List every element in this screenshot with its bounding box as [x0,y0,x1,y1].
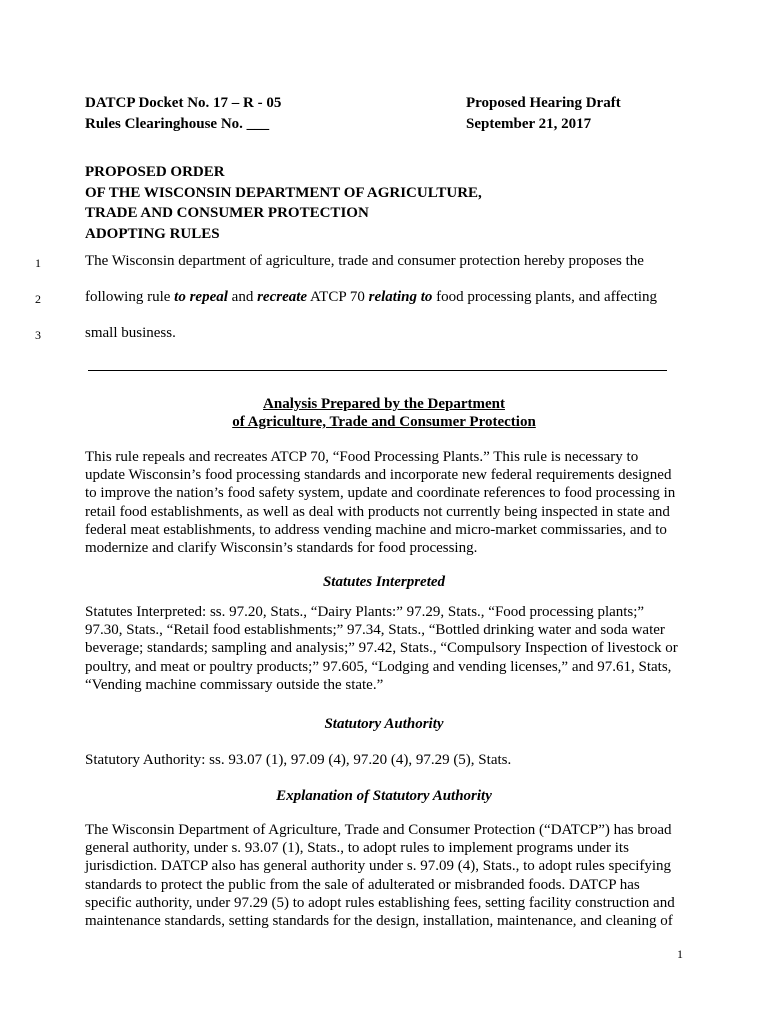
order-title-line-2: OF THE WISCONSIN DEPARTMENT OF AGRICULTURE, [85,184,482,201]
paragraph-line: The Wisconsin Department of Agriculture, Trade and Consumer Protection (“DATCP”) has broad [85,822,672,838]
intro-emphasis: recreate [257,289,308,305]
line-number: 1 [35,256,41,270]
paragraph-line: specific authority, under 97.29 (5) to adopt rules establishing fees, setting facility construction and [85,894,675,911]
line-number: 2 [35,292,41,306]
explanation-paragraph [85,821,683,930]
paragraph-line: Statutory Authority: ss. 93.07 (1), 97.09 (4), 97.20 (4), 97.29 (5), Stats. [85,752,512,768]
analysis-title-line-1: Analysis Prepared by the Department [263,396,505,412]
analysis-title [85,413,683,431]
paragraph-line: maintenance standards, setting standards for the design, installation, maintenance, and cleaning of [85,913,673,930]
page-number: 1 [677,947,683,961]
draft-date: September 21, 2017 [466,116,592,132]
order-title-line-4: ADOPTING RULES [85,225,220,242]
statutes-interpreted-paragraph [85,603,683,694]
line-number: 3 [35,328,41,342]
intro-emphasis: to repeal [174,289,228,305]
paragraph-line: retail food establishments, as well as deal with products not currently being inspected in state and [85,503,670,520]
paragraph-line: modernize and clarify Wisconsin’s standards for food processing. [85,540,478,557]
statutes-interpreted-heading: Statutes Interpreted [322,574,446,590]
order-title-line-3: TRADE AND CONSUMER PROTECTION [85,205,369,221]
intro-emphasis: relating to [368,289,433,305]
intro-text: food processing plants, and affecting [432,289,658,305]
paragraph-line: jurisdiction. DATCP also has general authority under s. 97.09 (4), Stats., to adopt rules specifying [85,858,672,875]
paragraph-line: general authority, under s. 93.07 (1), Stats., to adopt rules to implement programs under its [85,840,629,857]
paragraph-line: This rule repeals and recreates ATCP 70, “Food Processing Plants.” This rule is necessary to [85,449,639,465]
intro-text: ATCP 70 [307,289,369,305]
analysis-title [85,395,683,413]
paragraph-line: poultry, and meat or poultry products;” 97.605, “Lodging and vending licenses,” and 97.61, Stats, [85,658,672,675]
section-divider [88,370,667,371]
paragraph-line: “Vending machine commissary outside the state.” [85,676,384,693]
clearinghouse-number: Rules Clearinghouse No. ___ [85,116,270,132]
intro-line-2 [85,289,657,306]
intro-text: and [227,289,258,305]
docket-number: DATCP Docket No. 17 – R - 05 [85,95,282,111]
paragraph-line: 97.30, Stats., “Retail food establishments;” 97.34, Stats., “Bottled drinking water and soda water [85,622,665,639]
paragraph-line: standards to protect the public from the sale of adulterated or misbranded foods. DATCP has [85,876,640,893]
intro-line-3: small business. [85,325,176,341]
paragraph-line: to improve the nation’s food safety system, update and coordinate references to food processing in [85,485,676,502]
statutory-authority-heading: Statutory Authority [324,716,444,732]
analysis-title-line-2: of Agriculture, Trade and Consumer Protection [232,414,536,430]
paragraph-line: federal meat establishments, to address vending machine and micro-market commissaries, and to [85,521,667,538]
intro-line-1: The Wisconsin department of agriculture, trade and consumer protection hereby proposes the [85,253,644,269]
paragraph-line: beverage; standards; sampling and analysis;” 97.42, Stats., “Compulsory Inspection of livestock or [85,640,678,657]
order-title-line-1: PROPOSED ORDER [85,164,225,180]
analysis-paragraph [85,448,683,557]
explanation-heading: Explanation of Statutory Authority [276,788,492,804]
intro-text: following rule [85,289,175,305]
paragraph-line: Statutes Interpreted: ss. 97.20, Stats., “Dairy Plants:” 97.29, Stats., “Food processing plants;” [85,604,645,620]
paragraph-line: update Wisconsin’s food processing standards and incorporate new federal requirements designed [85,467,672,484]
draft-status: Proposed Hearing Draft [466,95,621,111]
statutory-authority-paragraph [85,751,683,769]
